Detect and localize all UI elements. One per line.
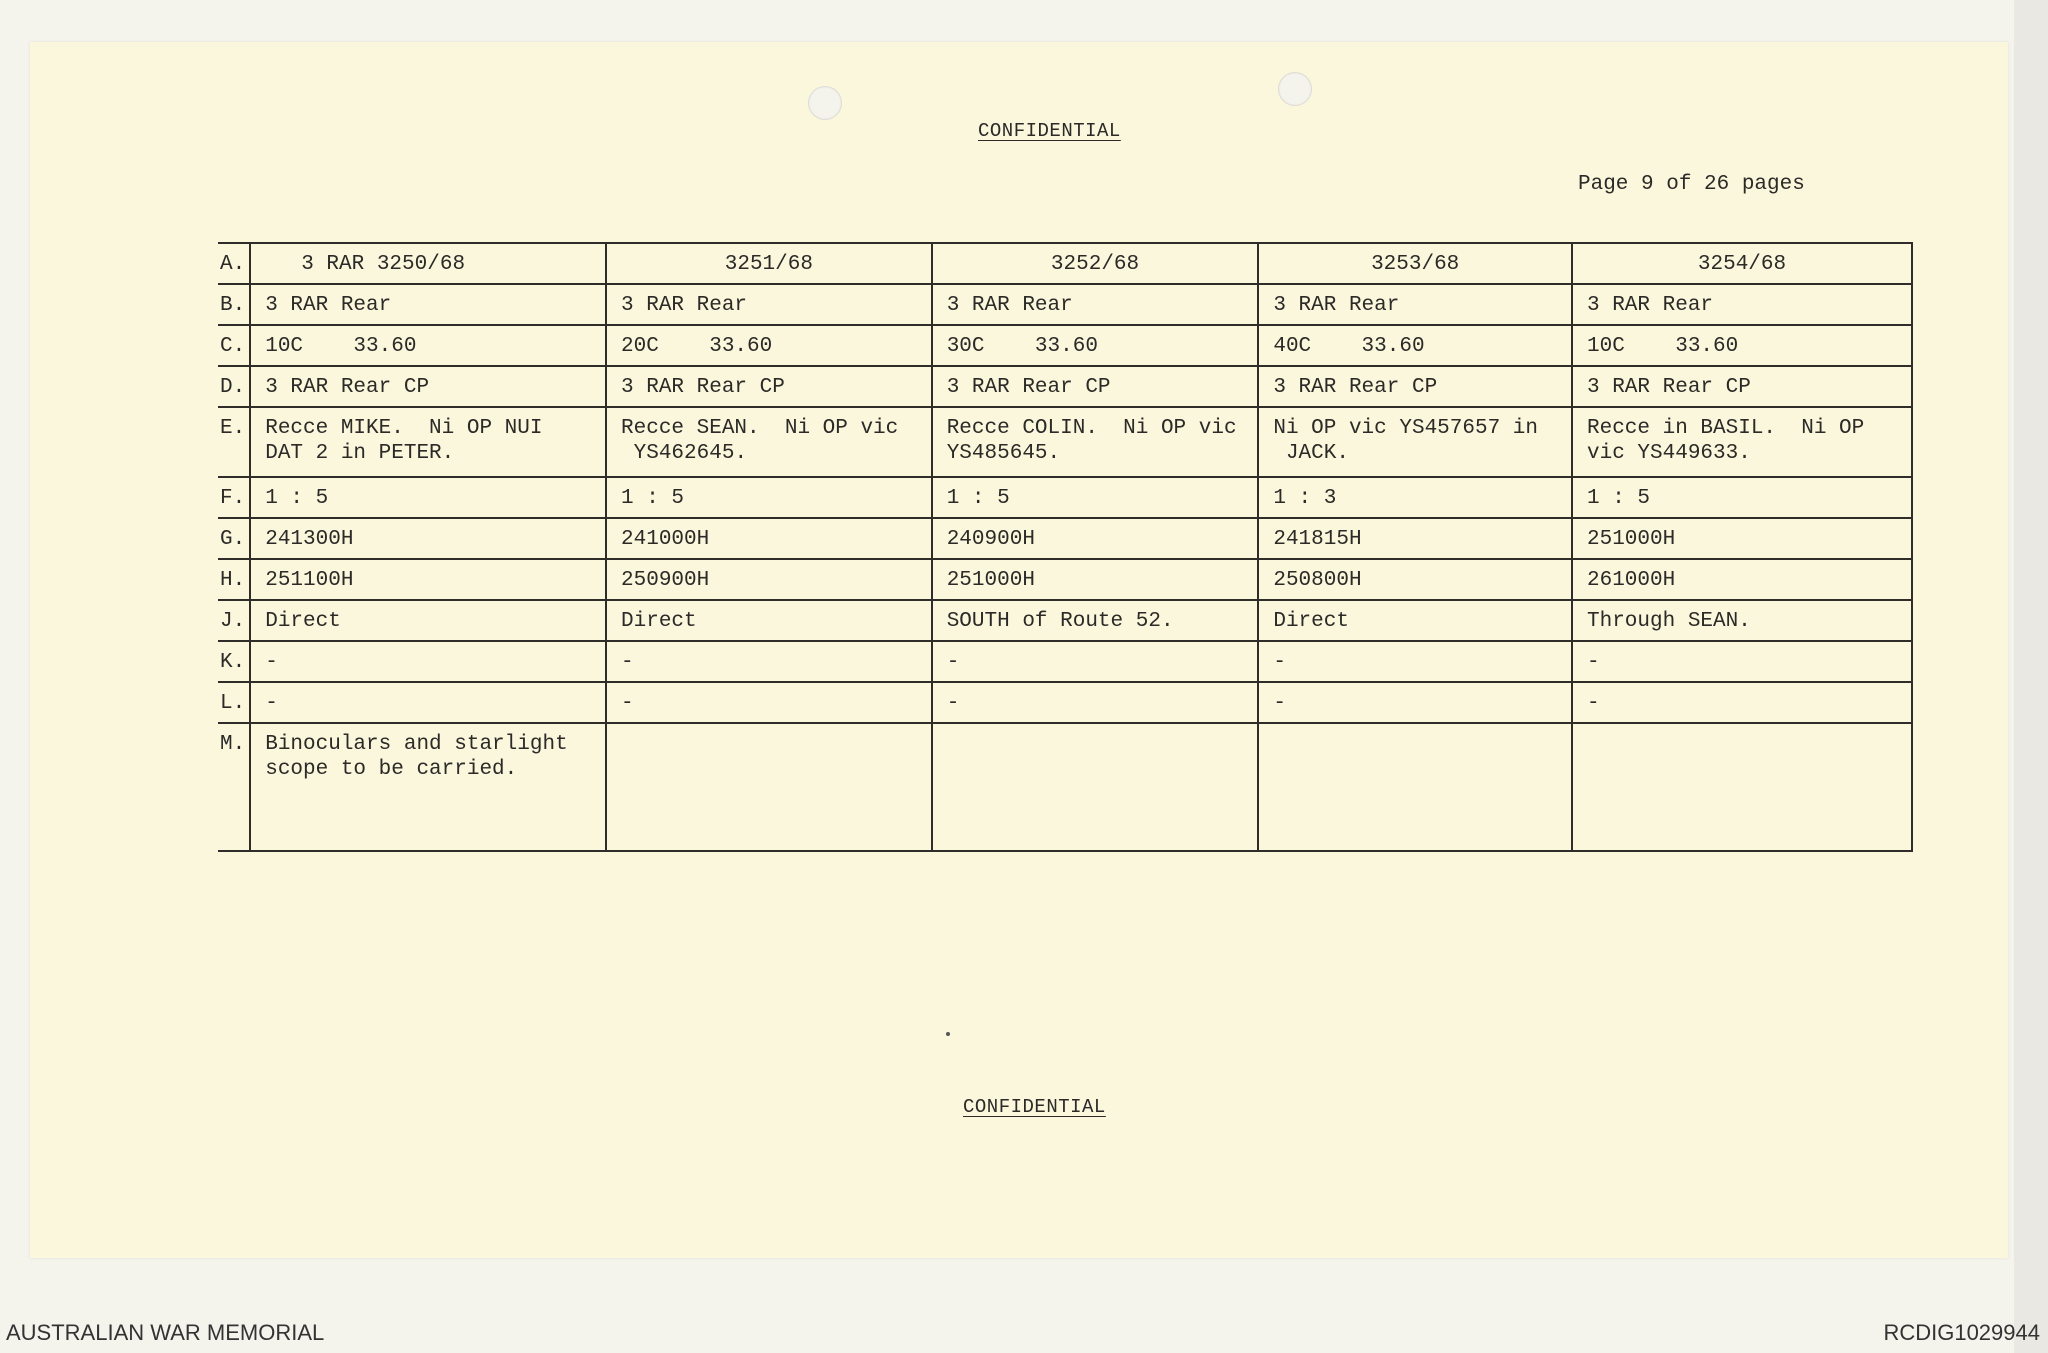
patrol-table <box>218 242 1913 852</box>
table-cell <box>606 325 932 366</box>
row-letter: M. <box>218 723 250 851</box>
table-cell <box>250 325 606 366</box>
table-cell: 240900H <box>932 518 1259 559</box>
table-cell: 1 : 3 <box>1258 477 1572 518</box>
table-cell: 3 RAR Rear CP <box>250 366 606 407</box>
row-letter: L. <box>218 682 250 723</box>
cell-text: 10C 33.60 <box>1587 335 1739 358</box>
row-letter: G. <box>218 518 250 559</box>
table-cell: - <box>250 641 606 682</box>
table-cell: 3254/68 <box>1572 243 1912 284</box>
table-cell: 3251/68 <box>606 243 932 284</box>
table-cell <box>1572 325 1912 366</box>
cell-text: Recce in BASIL. Ni OP vic YS449633. <box>1587 417 1865 465</box>
table-cell: 3 RAR Rear <box>932 284 1259 325</box>
table-cell: 1 : 5 <box>932 477 1259 518</box>
table-cell: Direct <box>606 600 932 641</box>
table-cell: 1 : 5 <box>250 477 606 518</box>
table-cell: 241300H <box>250 518 606 559</box>
table-cell <box>1258 723 1572 851</box>
table-cell: - <box>1572 641 1912 682</box>
table-cell: - <box>1572 682 1912 723</box>
table-cell: 3 RAR 3250/68 <box>250 243 606 284</box>
table-cell <box>1572 723 1912 851</box>
cell-text: Ni OP vic YS457657 in JACK. <box>1273 417 1538 465</box>
table-cell: 3 RAR Rear CP <box>1572 366 1912 407</box>
table-cell <box>932 723 1259 851</box>
table-row <box>218 723 1912 851</box>
row-letter: B. <box>218 284 250 325</box>
table-row <box>218 600 1912 641</box>
table-cell: 250800H <box>1258 559 1572 600</box>
cell-text: Recce COLIN. Ni OP vic YS485645. <box>946 417 1237 465</box>
table-cell: 250900H <box>606 559 932 600</box>
punch-hole <box>808 86 842 120</box>
table-cell: 3 RAR Rear CP <box>606 366 932 407</box>
table-row <box>218 284 1912 325</box>
table-cell <box>1258 325 1572 366</box>
table-cell <box>932 325 1259 366</box>
table-cell: 241815H <box>1258 518 1572 559</box>
table-cell <box>606 407 932 477</box>
table-cell: - <box>606 682 932 723</box>
cell-text: 20C 33.60 <box>621 335 773 358</box>
row-letter: A. <box>218 243 250 284</box>
table-cell: 3 RAR Rear CP <box>932 366 1259 407</box>
scan-edge-strip <box>2014 0 2048 1353</box>
row-letter: D. <box>218 366 250 407</box>
table-cell: 261000H <box>1572 559 1912 600</box>
table-cell: 1 : 5 <box>1572 477 1912 518</box>
table-cell: Direct <box>1258 600 1572 641</box>
cell-text: Binoculars and starlight scope to be carried. <box>265 733 568 781</box>
table-cell <box>250 723 606 851</box>
table-cell: 251000H <box>1572 518 1912 559</box>
classification-header: CONFIDENTIAL <box>978 120 1121 142</box>
table-row <box>218 518 1912 559</box>
table-cell: - <box>1258 682 1572 723</box>
table-row <box>218 559 1912 600</box>
table-cell: - <box>932 682 1259 723</box>
table-cell: 3 RAR Rear <box>606 284 932 325</box>
cell-text: Recce MIKE. Ni OP NUI DAT 2 in PETER. <box>265 417 543 465</box>
row-letter: F. <box>218 477 250 518</box>
table-cell: - <box>1258 641 1572 682</box>
table-row <box>218 407 1912 477</box>
table-cell: 251100H <box>250 559 606 600</box>
row-letter: C. <box>218 325 250 366</box>
table-cell: Through SEAN. <box>1572 600 1912 641</box>
classification-footer: CONFIDENTIAL <box>963 1096 1106 1118</box>
table-cell: 3 RAR Rear <box>1258 284 1572 325</box>
paper-speck <box>946 1032 950 1036</box>
table-row <box>218 325 1912 366</box>
table-cell: - <box>932 641 1259 682</box>
punch-hole <box>1278 72 1312 106</box>
table-cell: 241000H <box>606 518 932 559</box>
table-row <box>218 682 1912 723</box>
table-cell: 251000H <box>932 559 1259 600</box>
cell-text: 40C 33.60 <box>1273 335 1425 358</box>
archive-id: RCDIG1029944 <box>1883 1320 2040 1345</box>
table-cell <box>1572 407 1912 477</box>
row-letter: J. <box>218 600 250 641</box>
table-cell: 1 : 5 <box>606 477 932 518</box>
table-cell: 3 RAR Rear CP <box>1258 366 1572 407</box>
table-cell: - <box>250 682 606 723</box>
archive-credit: AUSTRALIAN WAR MEMORIAL <box>6 1320 325 1345</box>
table-cell: - <box>606 641 932 682</box>
table-cell <box>932 407 1259 477</box>
table-row <box>218 243 1912 284</box>
row-letter: E. <box>218 407 250 477</box>
table-row <box>218 477 1912 518</box>
table-cell: 3253/68 <box>1258 243 1572 284</box>
table-cell: 3 RAR Rear <box>1572 284 1912 325</box>
table-cell: Direct <box>250 600 606 641</box>
cell-text: 30C 33.60 <box>946 335 1098 358</box>
table-cell: SOUTH of Route 52. <box>932 600 1259 641</box>
page-number: Page 9 of 26 pages <box>1578 173 1805 196</box>
table-cell: 3252/68 <box>932 243 1259 284</box>
table-row <box>218 641 1912 682</box>
table-cell <box>1258 407 1572 477</box>
cell-text: 10C 33.60 <box>265 335 417 358</box>
table-row <box>218 366 1912 407</box>
table-cell: 3 RAR Rear <box>250 284 606 325</box>
table-cell <box>606 723 932 851</box>
row-letter: H. <box>218 559 250 600</box>
cell-text: Recce SEAN. Ni OP vic YS462645. <box>621 417 899 465</box>
row-letter: K. <box>218 641 250 682</box>
table-cell <box>250 407 606 477</box>
